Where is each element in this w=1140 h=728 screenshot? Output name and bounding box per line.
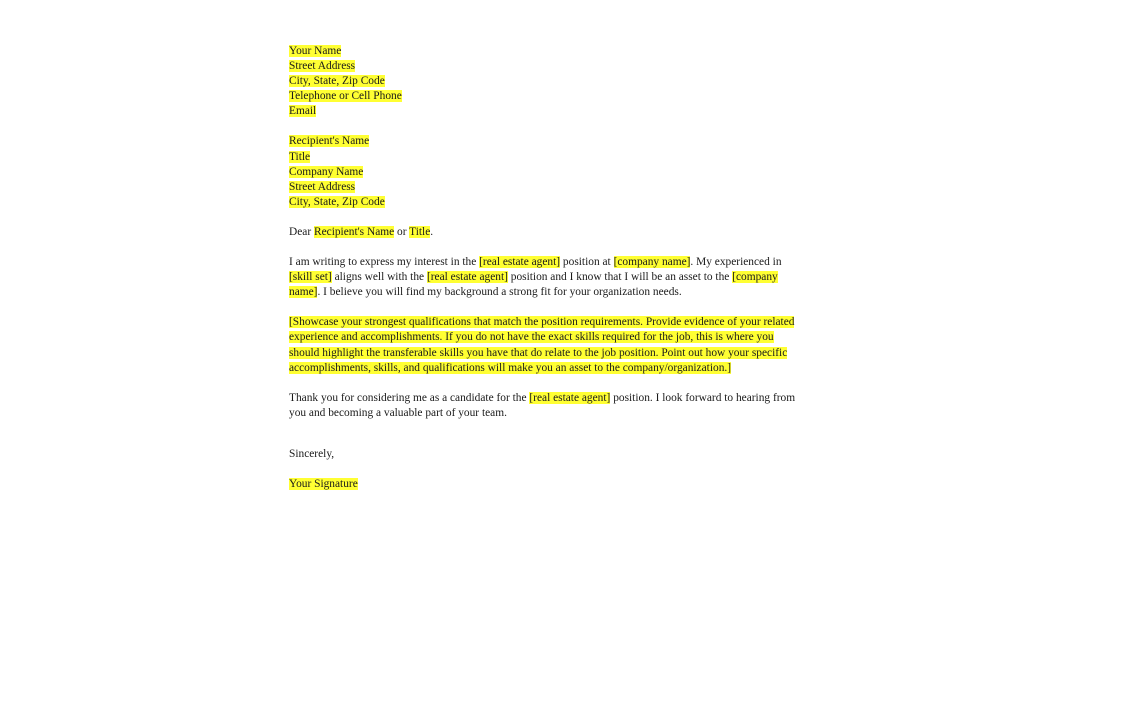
intro-text-4: aligns well with the	[331, 271, 427, 284]
salutation-or: or	[394, 225, 410, 238]
salutation-dear: Dear	[289, 225, 314, 238]
closing-position-placeholder[interactable]: [real estate agent]	[529, 391, 611, 404]
recipient-address	[289, 134, 799, 209]
intro-position-placeholder-2[interactable]: [real estate agent]	[426, 271, 508, 284]
recipient-title[interactable]: Title	[289, 150, 311, 163]
recipient-city[interactable]: City, State, Zip Code	[289, 195, 385, 208]
sender-address	[289, 44, 799, 119]
intro-paragraph[interactable]	[289, 255, 799, 300]
recipient-company[interactable]: Company Name	[289, 165, 364, 178]
closing-paragraph[interactable]	[289, 391, 799, 421]
showcase-placeholder[interactable]: [Showcase your strongest qualifications that match the position requirements. Provide evidence of your related experience and accomplishments. If you do not have the exact skills required for the job, this is where you should highlight the transferable skills you have that do relate to the job position. Point out how your specific accomplishments, skills, and qualifications will make you an asset to the company/organization.]	[289, 316, 795, 374]
intro-text-5: position and I know that I will be an asset to the	[507, 271, 733, 284]
recipient-street[interactable]: Street Address	[289, 180, 356, 193]
signature-placeholder[interactable]: Your Signature	[289, 477, 358, 490]
intro-company-placeholder-2[interactable]: [company name]	[289, 271, 778, 299]
intro-text-2: position at	[560, 256, 614, 269]
cover-letter	[289, 44, 799, 492]
sender-phone[interactable]: Telephone or Cell Phone	[289, 90, 402, 103]
closing-text-2: position. I look forward to hearing from you and becoming a valuable part of your team.	[289, 391, 796, 419]
sender-name[interactable]: Your Name	[289, 45, 342, 57]
intro-position-placeholder[interactable]: [real estate agent]	[479, 256, 561, 269]
sender-city[interactable]: City, State, Zip Code	[289, 75, 385, 88]
intro-skill-placeholder[interactable]: [skill set]	[289, 271, 332, 284]
intro-text-3: . My experienced in	[690, 256, 782, 269]
showcase-paragraph[interactable]	[289, 315, 799, 375]
signature-line	[289, 477, 799, 492]
salutation-title[interactable]: Title	[409, 225, 431, 238]
sign-off: Sincerely,	[289, 447, 335, 460]
intro-company-placeholder[interactable]: [company name]	[613, 256, 691, 269]
salutation-name[interactable]: Recipient's Name	[313, 225, 395, 238]
sender-street[interactable]: Street Address	[289, 60, 356, 73]
salutation	[289, 225, 799, 240]
sender-email[interactable]: Email	[289, 105, 317, 118]
closing-text-1: Thank you for considering me as a candidate for the	[289, 391, 530, 404]
intro-text-6: . I believe you will find my background a strong fit for your organization needs.	[317, 286, 682, 299]
salutation-end: .	[430, 225, 434, 238]
recipient-name[interactable]: Recipient's Name	[289, 135, 370, 148]
intro-text-1: I am writing to express my interest in the	[289, 256, 480, 269]
